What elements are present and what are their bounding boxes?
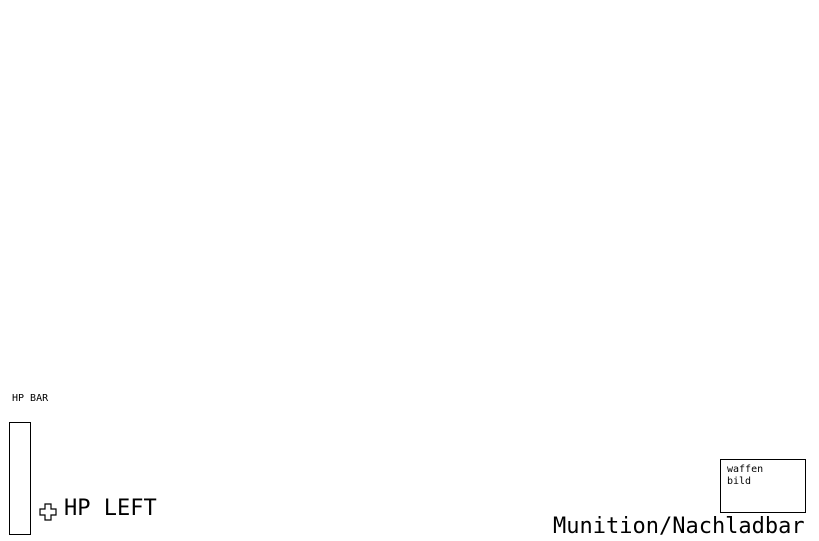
- hp-left-label: HP LEFT: [64, 496, 157, 521]
- hp-bar: [9, 422, 31, 535]
- ammo-reload-label: Munition/Nachladbar: [553, 514, 805, 539]
- plus-cross-icon: [38, 502, 58, 522]
- weapon-image-label: waffen bild: [727, 464, 764, 487]
- hp-bar-label: HP BAR: [12, 393, 49, 404]
- weapon-image-box: [720, 459, 806, 513]
